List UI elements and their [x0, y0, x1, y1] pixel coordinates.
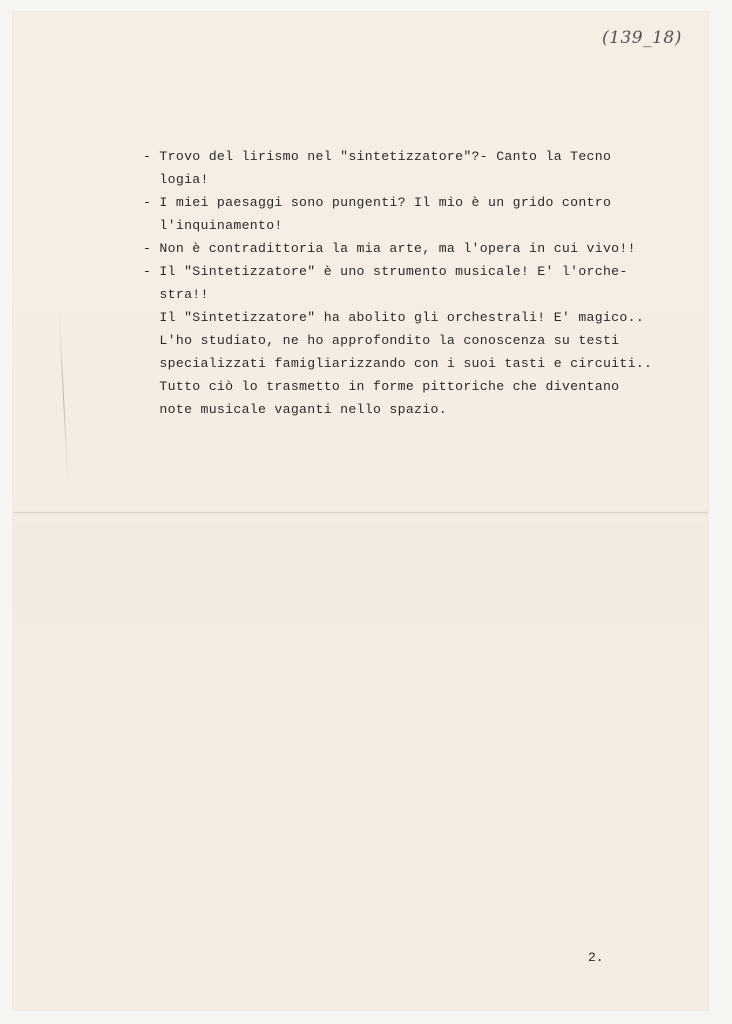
text-line: stra!! — [143, 287, 209, 302]
paper-crease — [59, 312, 69, 482]
text-line: Il "Sintetizzatore" ha abolito gli orchestrali! E' magico.. — [143, 310, 645, 325]
text-line: L'ho studiato, ne ho approfondito la conoscenza su testi — [143, 333, 620, 348]
text-line: Tutto ciò lo trasmetto in forme pittoriche che diventano — [143, 379, 620, 394]
typewritten-text — [143, 145, 683, 421]
text-line: - Il "Sintetizzatore" è uno strumento musicale! E' l'orche- — [143, 264, 628, 279]
fold-line — [13, 511, 708, 514]
text-line: l'inquinamento! — [143, 218, 283, 233]
text-line: logia! — [143, 172, 209, 187]
text-line: - Trovo del lirismo nel "sintetizzatore"?- Canto la Tecno — [143, 149, 612, 164]
handwritten-archive-reference: (139_18) — [602, 28, 682, 48]
page-number: 2. — [588, 950, 604, 965]
text-line: - I miei paesaggi sono pungenti? Il mio è un grido contro — [143, 195, 612, 210]
text-line: specializzati famigliarizzando con i suoi tasti e circuiti.. — [143, 356, 653, 371]
text-line: note musicale vaganti nello spazio. — [143, 402, 447, 417]
text-line: - Non è contradittoria la mia arte, ma l'opera in cui vivo!! — [143, 241, 636, 256]
